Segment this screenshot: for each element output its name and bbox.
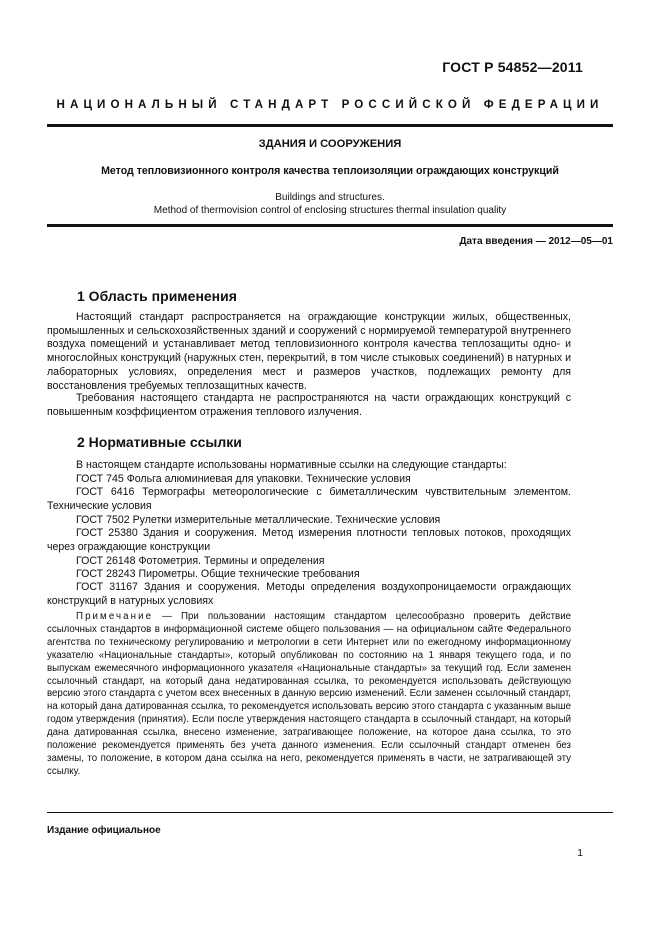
reference-item: ГОСТ 28243 Пирометры. Общие технические требования bbox=[76, 568, 360, 580]
document-subtitle: Метод тепловизионного контроля качества теплоизоляции ограждающих конструкций bbox=[101, 165, 559, 177]
reference-item: ГОСТ 26148 Фотометрия. Термины и определения bbox=[76, 555, 325, 567]
title-bottom-rule bbox=[47, 224, 613, 227]
note-label: Примечание bbox=[76, 611, 154, 622]
reference-item: ГОСТ 6416 Термографы метеорологические с биметаллическим чувствительным элементом. Технические условия bbox=[47, 486, 571, 512]
top-rule bbox=[47, 124, 613, 127]
document-title: ЗДАНИЯ И СООРУЖЕНИЯ bbox=[258, 138, 402, 150]
footer-rule bbox=[47, 812, 613, 813]
reference-item: ГОСТ 25380 Здания и сооружения. Метод измерения плотности тепловых потоков, проходящих через ограждающие конструкции bbox=[47, 527, 571, 553]
section-1-paragraph-1: Настоящий стандарт распространяется на ограждающие конструкции жилых, общественных, промышленных и сельскохозяйственных зданий и сооружений с нормируемой температурой внутреннего воздуха помещений и устанавливает метод тепловизионного контроля качества теплозащиты одно- и многослойных конструкций (наружных стен, перекрытий, в том числе стыковых соединений) в натурных и лабораторных условиях, определения мест и размеров участков, подлежащих ремонту для восстановления требуемых теплозащитных качеств. bbox=[47, 311, 571, 392]
official-edition-label: Издание официальное bbox=[47, 825, 161, 836]
date-of-introduction: Дата введения — 2012—05—01 bbox=[459, 236, 613, 247]
section-1-paragraph-2: Требования настоящего стандарта не распространяются на части ограждающих конструкций с повышенным коэффициентом отражения теплового излучения. bbox=[47, 392, 571, 418]
english-title-line-2: Method of thermovision control of enclosing structures thermal insulation quality bbox=[153, 205, 507, 216]
section-2-title: 2 Нормативные ссылки bbox=[77, 434, 242, 450]
section-2-intro: В настоящем стандарте использованы нормативные ссылки на следующие стандарты: bbox=[76, 459, 507, 471]
national-standard-heading: НАЦИОНАЛЬНЫЙ СТАНДАРТ РОССИЙСКОЙ ФЕДЕРАЦИИ bbox=[56, 98, 604, 111]
note-text: — При пользовании настоящим стандартом целесообразно проверить действие ссылочных стандартов в информационной системе общего пользования — на официальном сайте Федерального агентства по техническому регулированию и метрологии в сети Интернет или по ежегодному информационному указателю «Национальные стандарты», который опубликован по состоянию на 1 января текущего года, и по выпускам ежемесячного информационного указателя «Национальные стандарты» за текущий год. Если заменен ссылочный стандарт, на который дана недатированная ссылка, то рекомендуется использовать действующую версию этого стандарта с учетом всех внесенных в данную версию изменений. Если заменен ссылочный стандарт, на который дана датированная ссылка, то рекомендуется использовать версию этого стандарта с указанным выше годом утверждения (принятия). Если после утверждения настоящего стандарта в ссылочный стандарт, на который дана датированная ссылка, внесено изменение, затрагивающее положение, на которое дана ссылка, то это положение рекомендуется применять без учета данного изменения. Если ссылочный стандарт отменен без замены, то положение, в котором дана ссылка на него, рекомендуется применять в части, не затрагивающей эту ссылку. bbox=[47, 611, 571, 777]
section-1-title: 1 Область применения bbox=[77, 288, 237, 304]
reference-item: ГОСТ 31167 Здания и сооружения. Методы определения воздухопроницаемости ограждающих конструкций в натурных условиях bbox=[47, 581, 571, 607]
english-title-line-1: Buildings and structures. bbox=[275, 192, 385, 203]
references-note bbox=[47, 611, 571, 779]
page-number: 1 bbox=[577, 848, 583, 859]
gost-code: ГОСТ Р 54852—2011 bbox=[442, 59, 583, 75]
reference-item: ГОСТ 745 Фольга алюминиевая для упаковки. Технические условия bbox=[76, 473, 411, 485]
reference-item: ГОСТ 7502 Рулетки измерительные металлические. Технические условия bbox=[76, 514, 441, 526]
